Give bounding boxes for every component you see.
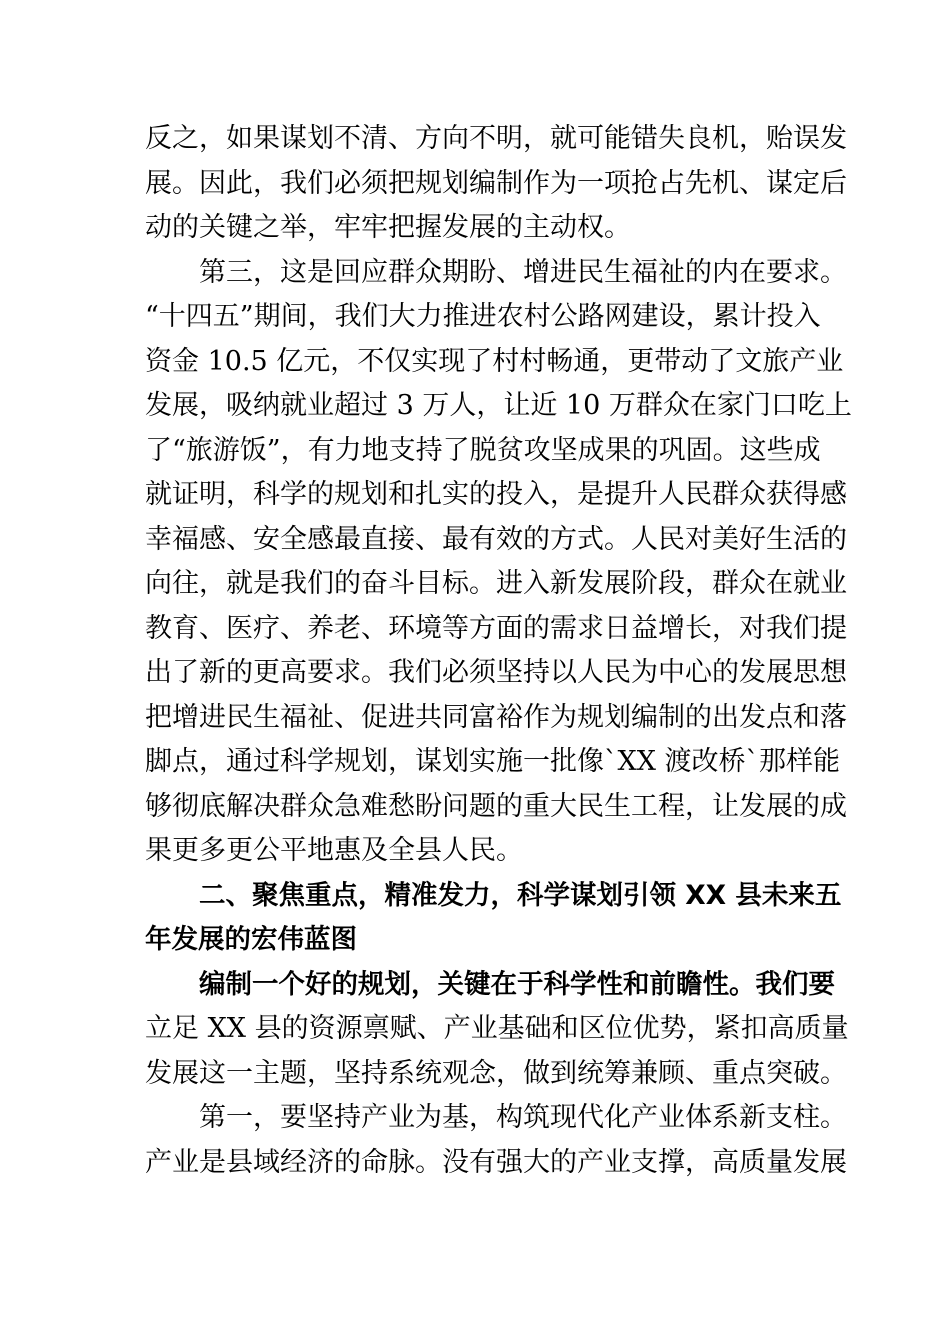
text-line: 第三，这是回应群众期盼、增进民生福祉的内在要求。 — [199, 256, 847, 288]
section-heading: 二、聚焦重点，精准发力，科学谋划引领 XX 县未来五 — [199, 879, 842, 911]
text-line: 展。因此，我们必须把规划编制作为一项抢占先机、谋定后 — [145, 167, 847, 199]
text-line: 了“旅游饭”，有力地支持了脱贫攻坚成果的巩固。这些成 — [145, 434, 821, 466]
text-line: 教育、医疗、养老、环境等方面的需求日益增长，对我们提 — [145, 612, 847, 644]
text-line: 出了新的更高要求。我们必须坚持以人民为中心的发展思想 — [145, 657, 847, 688]
document-body — [145, 117, 852, 1185]
text-line: 立足 XX 县的资源禀赋、产业基础和区位优势，紧扣高质量 — [145, 1013, 849, 1044]
text-line: 够彻底解决群众急难愁盼问题的重大民生工程，让发展的成 — [145, 790, 847, 822]
text-line: 幸福感、安全感最直接、最有效的方式。人民对美好生活的 — [145, 523, 847, 555]
section-heading: 年发展的宏伟蓝图 — [145, 924, 357, 955]
text-line: 果更多更公平地惠及全县人民。 — [145, 835, 523, 866]
text-line: 第一，要坚持产业为基，构筑现代化产业体系新支柱。 — [199, 1102, 847, 1133]
text-line: 把增进民生福祉、促进共同富裕作为规划编制的出发点和落 — [145, 701, 847, 733]
text-line: 动的关键之举，牢牢把握发展的主动权。 — [145, 212, 631, 243]
lead-sentence: 编制一个好的规划，关键在于科学性和前瞻性。我们要 — [199, 968, 835, 1000]
text-line: “十四五”期间，我们大力推进农村公路网建设，累计投入 — [145, 301, 821, 332]
text-line: 向往，就是我们的奋斗目标。进入新发展阶段，群众在就业 — [145, 568, 847, 599]
text-line: 发展，吸纳就业超过 3 万人，让近 10 万群众在家门口吃上 — [145, 390, 852, 421]
text-line: 脚点，通过科学规划，谋划实施一批像`XX 渡改桥`那样能 — [145, 746, 841, 777]
text-line: 反之，如果谋划不清、方向不明，就可能错失良机，贻误发 — [145, 123, 847, 154]
text-line: 发展这一主题，坚持系统观念，做到统筹兼顾、重点突破。 — [145, 1057, 847, 1089]
text-line: 就证明，科学的规划和扎实的投入，是提升人民群众获得感 — [145, 479, 847, 510]
text-line: 资金 10.5 亿元，不仅实现了村村畅通，更带动了文旅产业 — [145, 345, 844, 377]
text-line: 产业是县域经济的命脉。没有强大的产业支撑，高质量发展 — [145, 1146, 847, 1178]
